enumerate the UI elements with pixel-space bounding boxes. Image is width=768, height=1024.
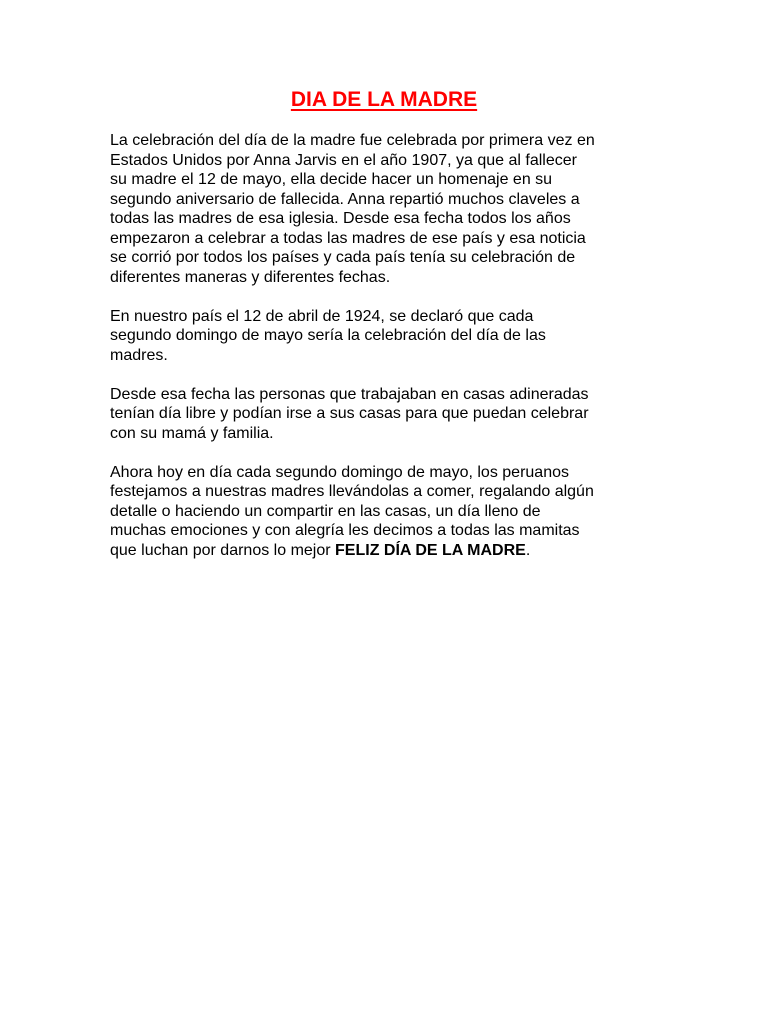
document-body bbox=[110, 131, 670, 580]
closing-emphasis: FELIZ DÍA DE LA MADRE bbox=[335, 541, 526, 559]
text-line: La celebración del día de la madre fue celebrada por primera vez en bbox=[110, 132, 595, 149]
text-line: diferentes maneras y diferentes fechas. bbox=[110, 268, 391, 286]
text-line: festejamos a nuestras madres llevándolas a comer, regalando algún bbox=[110, 483, 594, 500]
text-line: empezaron a celebrar a todas las madres de ese país y esa noticia bbox=[110, 229, 586, 247]
text-line: detalle o haciendo un compartir en las casas, un día lleno de bbox=[110, 502, 541, 520]
text-line: segundo aniversario de fallecida. Anna repartió muchos claveles a bbox=[110, 190, 580, 208]
text-line: Ahora hoy en día cada segundo domingo de mayo, los peruanos bbox=[110, 463, 569, 481]
document-title: DIA DE LA MADRE bbox=[290, 88, 478, 111]
paragraph-2 bbox=[110, 307, 670, 366]
text-line: En nuestro país el 12 de abril de 1924, se declaró que cada bbox=[110, 307, 534, 325]
text-line: todas las madres de esa iglesia. Desde esa fecha todos los años bbox=[110, 210, 571, 227]
text-line: madres. bbox=[110, 346, 168, 364]
closing-suffix: . bbox=[525, 541, 531, 559]
text-line: con su mamá y familia. bbox=[110, 424, 274, 442]
text-line: segundo domingo de mayo sería la celebración del día de las bbox=[110, 327, 546, 344]
text-line: Desde esa fecha las personas que trabajaban en casas adineradas bbox=[110, 385, 589, 403]
closing-line bbox=[110, 541, 670, 561]
paragraph-4 bbox=[110, 463, 670, 561]
closing-prefix: que luchan por darnos lo mejor bbox=[110, 541, 336, 559]
paragraph-3 bbox=[110, 385, 670, 444]
paragraph-1 bbox=[110, 131, 670, 287]
text-line: Estados Unidos por Anna Jarvis en el año 1907, ya que al fallecer bbox=[110, 151, 577, 169]
text-line: su madre el 12 de mayo, ella decide hacer un homenaje en su bbox=[110, 171, 553, 188]
text-line: muchas emociones y con alegría les decimos a todas las mamitas bbox=[110, 522, 580, 539]
text-line: tenían día libre y podían irse a sus casas para que puedan celebrar bbox=[110, 405, 589, 422]
text-line: se corrió por todos los países y cada país tenía su celebración de bbox=[110, 249, 576, 266]
